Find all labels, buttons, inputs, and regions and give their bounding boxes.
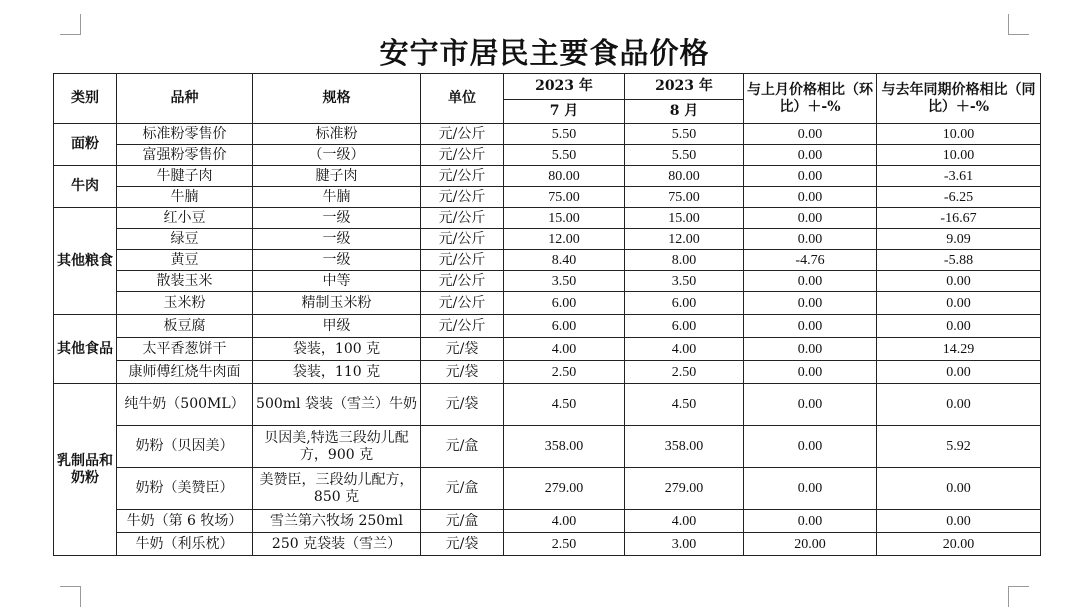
aug-price-cell: 80.00 <box>625 166 744 187</box>
mom-change-cell: 0.00 <box>744 208 877 229</box>
aug-price-cell: 2.50 <box>625 361 744 384</box>
variety-cell: 标准粉零售价 <box>117 124 253 145</box>
variety-cell: 绿豆 <box>117 229 253 250</box>
yoy-change-cell: 0.00 <box>877 292 1041 315</box>
mom-change-cell: 0.00 <box>744 361 877 384</box>
table-row <box>54 187 1041 208</box>
aug-price-cell: 6.00 <box>625 292 744 315</box>
spec-cell: 500ml 袋装（雪兰）牛奶 <box>253 384 421 426</box>
mom-change-cell: 0.00 <box>744 338 877 361</box>
variety-cell: 富强粉零售价 <box>117 145 253 166</box>
table-row <box>54 510 1041 533</box>
spec-cell: （一级） <box>253 145 421 166</box>
yoy-change-cell: 10.00 <box>877 145 1041 166</box>
category-cell: 面粉 <box>54 124 117 166</box>
yoy-change-cell: 14.29 <box>877 338 1041 361</box>
table-row <box>54 338 1041 361</box>
category-cell: 其他粮食 <box>54 208 117 315</box>
unit-cell: 元/公斤 <box>421 315 504 338</box>
yoy-change-cell: 0.00 <box>877 361 1041 384</box>
aug-price-cell: 8.00 <box>625 250 744 271</box>
variety-cell: 散装玉米 <box>117 271 253 292</box>
variety-cell: 纯牛奶（500ML） <box>117 384 253 426</box>
header-spec: 规格 <box>253 74 421 124</box>
mom-change-cell: 0.00 <box>744 384 877 426</box>
jul-price-cell: 5.50 <box>504 124 625 145</box>
table-row <box>54 271 1041 292</box>
unit-cell: 元/公斤 <box>421 145 504 166</box>
variety-cell: 牛腩 <box>117 187 253 208</box>
mom-change-cell: 20.00 <box>744 533 877 556</box>
yoy-change-cell: 0.00 <box>877 384 1041 426</box>
header-variety: 品种 <box>117 74 253 124</box>
unit-cell: 元/公斤 <box>421 250 504 271</box>
table-row <box>54 384 1041 426</box>
aug-price-cell: 3.50 <box>625 271 744 292</box>
yoy-change-cell: 0.00 <box>877 315 1041 338</box>
spec-cell: 一级 <box>253 208 421 229</box>
unit-cell: 元/公斤 <box>421 292 504 315</box>
yoy-change-cell: -16.67 <box>877 208 1041 229</box>
jul-price-cell: 4.50 <box>504 384 625 426</box>
yoy-change-cell: 0.00 <box>877 271 1041 292</box>
spec-cell: 袋装，100 克 <box>253 338 421 361</box>
unit-cell: 元/公斤 <box>421 271 504 292</box>
mom-change-cell: 0.00 <box>744 145 877 166</box>
spec-cell: 美赞臣，三段幼儿配方，850 克 <box>253 468 421 510</box>
food-price-table <box>53 73 1041 556</box>
jul-price-cell: 5.50 <box>504 145 625 166</box>
aug-price-cell: 5.50 <box>625 145 744 166</box>
table-row <box>54 145 1041 166</box>
mom-change-cell: 0.00 <box>744 271 877 292</box>
yoy-change-cell: -3.61 <box>877 166 1041 187</box>
aug-price-cell: 5.50 <box>625 124 744 145</box>
aug-price-cell: 358.00 <box>625 426 744 468</box>
unit-cell: 元/袋 <box>421 533 504 556</box>
variety-cell: 康师傅红烧牛肉面 <box>117 361 253 384</box>
header-yoy: 与去年同期价格相比（同比）＋-% <box>877 74 1041 124</box>
table-row <box>54 426 1041 468</box>
header-category: 类别 <box>54 74 117 124</box>
category-cell: 其他食品 <box>54 315 117 384</box>
category-cell: 牛肉 <box>54 166 117 208</box>
unit-cell: 元/盒 <box>421 468 504 510</box>
unit-cell: 元/公斤 <box>421 208 504 229</box>
variety-cell: 牛奶（利乐枕） <box>117 533 253 556</box>
mom-change-cell: -4.76 <box>744 250 877 271</box>
aug-price-cell: 4.50 <box>625 384 744 426</box>
variety-cell: 牛奶（第 6 牧场） <box>117 510 253 533</box>
yoy-change-cell: 10.00 <box>877 124 1041 145</box>
spec-cell: 标准粉 <box>253 124 421 145</box>
spec-cell: 一级 <box>253 250 421 271</box>
header-mom: 与上月价格相比（环比）＋-% <box>744 74 877 124</box>
yoy-change-cell: 9.09 <box>877 229 1041 250</box>
variety-cell: 奶粉（美赞臣） <box>117 468 253 510</box>
variety-cell: 牛腱子肉 <box>117 166 253 187</box>
spec-cell: 250 克袋装（雪兰） <box>253 533 421 556</box>
unit-cell: 元/袋 <box>421 338 504 361</box>
table-body <box>54 124 1041 556</box>
header-aug-year: 2023 年 <box>625 74 744 100</box>
aug-price-cell: 75.00 <box>625 187 744 208</box>
table-row <box>54 208 1041 229</box>
aug-price-cell: 6.00 <box>625 315 744 338</box>
mom-change-cell: 0.00 <box>744 124 877 145</box>
mom-change-cell: 0.00 <box>744 510 877 533</box>
aug-price-cell: 4.00 <box>625 510 744 533</box>
jul-price-cell: 2.50 <box>504 361 625 384</box>
page-corner-mark-bottom-right <box>1008 586 1029 607</box>
jul-price-cell: 3.50 <box>504 271 625 292</box>
jul-price-cell: 6.00 <box>504 315 625 338</box>
jul-price-cell: 2.50 <box>504 533 625 556</box>
table-row <box>54 533 1041 556</box>
spec-cell: 腱子肉 <box>253 166 421 187</box>
variety-cell: 黄豆 <box>117 250 253 271</box>
aug-price-cell: 15.00 <box>625 208 744 229</box>
aug-price-cell: 3.00 <box>625 533 744 556</box>
header-jul-year: 2023 年 <box>504 74 625 100</box>
header-jul-month: 7 月 <box>504 100 625 124</box>
yoy-change-cell: -6.25 <box>877 187 1041 208</box>
header-unit: 单位 <box>421 74 504 124</box>
unit-cell: 元/盒 <box>421 510 504 533</box>
yoy-change-cell: 5.92 <box>877 426 1041 468</box>
page-title: 安宁市居民主要食品价格 <box>379 36 710 70</box>
aug-price-cell: 4.00 <box>625 338 744 361</box>
table-row <box>54 315 1041 338</box>
unit-cell: 元/盒 <box>421 426 504 468</box>
spec-cell: 贝因美,特选三段幼儿配方，900 克 <box>253 426 421 468</box>
spec-cell: 精制玉米粉 <box>253 292 421 315</box>
jul-price-cell: 8.40 <box>504 250 625 271</box>
jul-price-cell: 15.00 <box>504 208 625 229</box>
page-corner-mark-bottom-left <box>60 586 81 607</box>
jul-price-cell: 12.00 <box>504 229 625 250</box>
yoy-change-cell: 0.00 <box>877 510 1041 533</box>
unit-cell: 元/公斤 <box>421 187 504 208</box>
yoy-change-cell: 20.00 <box>877 533 1041 556</box>
jul-price-cell: 4.00 <box>504 510 625 533</box>
aug-price-cell: 279.00 <box>625 468 744 510</box>
table-row <box>54 229 1041 250</box>
category-cell: 乳制品和奶粉 <box>54 384 117 556</box>
jul-price-cell: 279.00 <box>504 468 625 510</box>
jul-price-cell: 358.00 <box>504 426 625 468</box>
spec-cell: 袋装，110 克 <box>253 361 421 384</box>
mom-change-cell: 0.00 <box>744 229 877 250</box>
table-row <box>54 361 1041 384</box>
mom-change-cell: 0.00 <box>744 166 877 187</box>
spec-cell: 中等 <box>253 271 421 292</box>
yoy-change-cell: 0.00 <box>877 468 1041 510</box>
mom-change-cell: 0.00 <box>744 426 877 468</box>
jul-price-cell: 75.00 <box>504 187 625 208</box>
header-aug-month: 8 月 <box>625 100 744 124</box>
mom-change-cell: 0.00 <box>744 468 877 510</box>
jul-price-cell: 80.00 <box>504 166 625 187</box>
yoy-change-cell: -5.88 <box>877 250 1041 271</box>
spec-cell: 牛腩 <box>253 187 421 208</box>
jul-price-cell: 6.00 <box>504 292 625 315</box>
jul-price-cell: 4.00 <box>504 338 625 361</box>
page-corner-mark-top-right <box>1008 14 1029 35</box>
spec-cell: 一级 <box>253 229 421 250</box>
mom-change-cell: 0.00 <box>744 187 877 208</box>
variety-cell: 太平香葱饼干 <box>117 338 253 361</box>
variety-cell: 玉米粉 <box>117 292 253 315</box>
mom-change-cell: 0.00 <box>744 292 877 315</box>
unit-cell: 元/袋 <box>421 361 504 384</box>
table-row <box>54 292 1041 315</box>
spec-cell: 甲级 <box>253 315 421 338</box>
page-corner-mark-top-left <box>60 14 81 35</box>
aug-price-cell: 12.00 <box>625 229 744 250</box>
unit-cell: 元/公斤 <box>421 229 504 250</box>
table-row <box>54 468 1041 510</box>
unit-cell: 元/公斤 <box>421 166 504 187</box>
table-row <box>54 166 1041 187</box>
variety-cell: 奶粉（贝因美） <box>117 426 253 468</box>
mom-change-cell: 0.00 <box>744 315 877 338</box>
table-row <box>54 250 1041 271</box>
variety-cell: 板豆腐 <box>117 315 253 338</box>
unit-cell: 元/袋 <box>421 384 504 426</box>
unit-cell: 元/公斤 <box>421 124 504 145</box>
spec-cell: 雪兰第六牧场 250ml <box>253 510 421 533</box>
variety-cell: 红小豆 <box>117 208 253 229</box>
table-row <box>54 124 1041 145</box>
